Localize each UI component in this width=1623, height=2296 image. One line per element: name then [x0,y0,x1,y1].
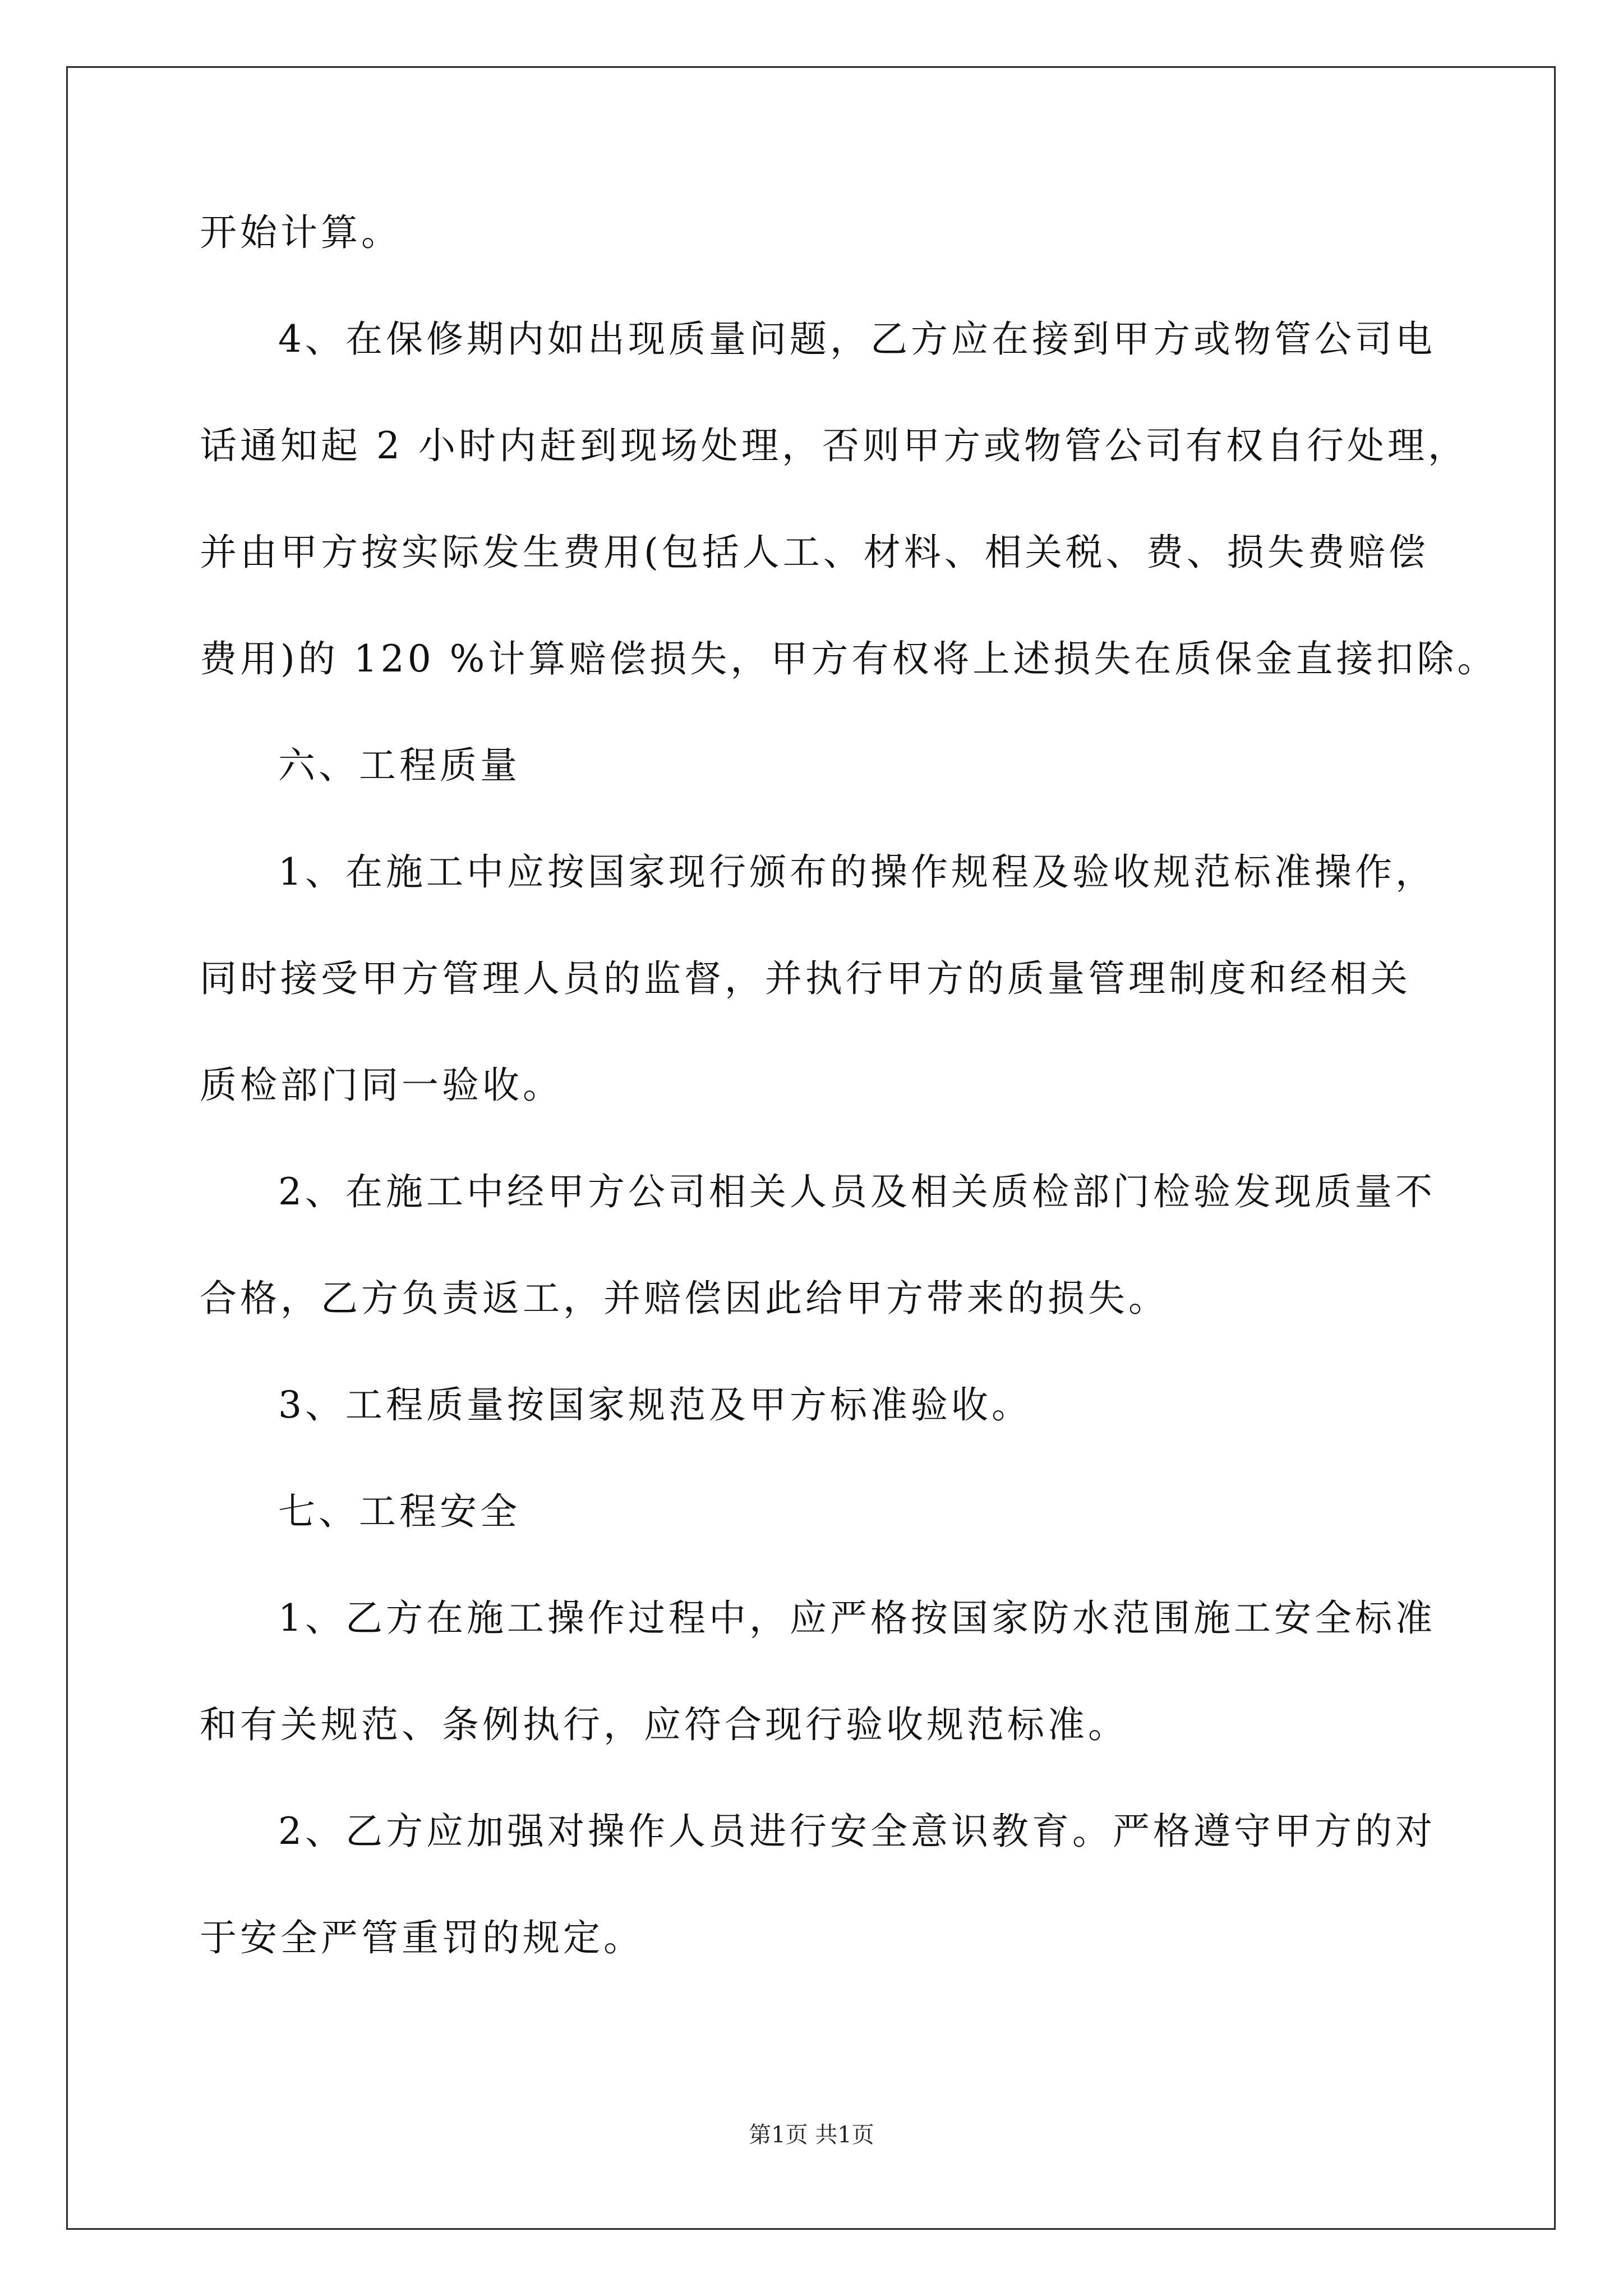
section-heading: 六、工程质量 [278,744,520,787]
text-line: 质检部门同一验收。 [200,1064,563,1107]
page-border [66,66,1556,2230]
text-line: 4、在保修期内如出现质量问题，乙方应在接到甲方或物管公司电 [278,318,1436,361]
text-line: 2、在施工中经甲方公司相关人员及相关质检部门检验发现质量不 [278,1170,1436,1213]
section-heading: 七、工程安全 [278,1490,520,1533]
text-line: 费用)的 120 %计算赔偿损失，甲方有权将上述损失在质保金直接扣除。 [200,637,1498,680]
text-line: 开始计算。 [200,211,402,254]
text-line: 于安全严管重罚的规定。 [200,1916,644,1959]
text-line: 同时接受甲方管理人员的监督，并执行甲方的质量管理制度和经相关 [200,957,1411,1000]
text-line: 2、乙方应加强对操作人员进行安全意识教育。严格遵守甲方的对 [278,1810,1436,1853]
text-line: 和有关规范、条例执行，应符合现行验收规范标准。 [200,1703,1128,1746]
text-line: 话通知起 2 小时内赶到现场处理，否则甲方或物管公司有权自行处理， [200,424,1468,467]
text-line: 1、在施工中应按国家现行颁布的操作规程及验收规范标准操作， [278,850,1436,894]
text-line: 3、工程质量按国家规范及甲方标准验收。 [278,1383,1032,1427]
text-line: 1、乙方在施工操作过程中，应严格按国家防水范围施工安全标准 [278,1596,1436,1640]
page-number-footer: 第1页 共1页 [749,2122,874,2148]
text-line: 合格，乙方负责返工，并赔偿因此给甲方带来的损失。 [200,1277,1169,1320]
text-line: 并由甲方按实际发生费用(包括人工、材料、相关税、费、损失费赔偿 [200,531,1429,574]
